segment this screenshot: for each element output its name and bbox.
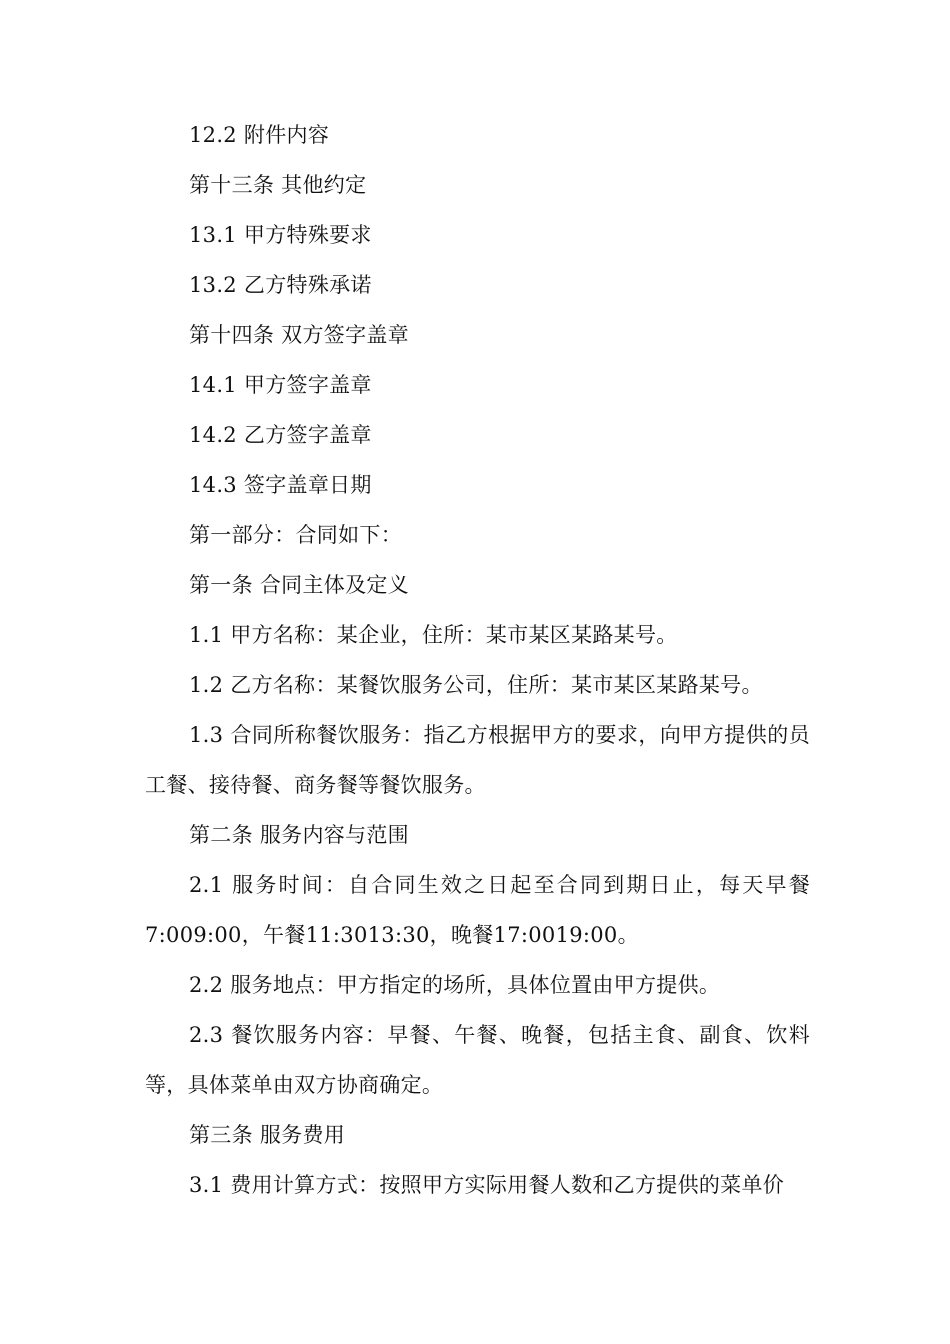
- paragraph-14-1: 14.1 甲方签字盖章: [189, 373, 372, 397]
- paragraph-1-3: 1.3 合同所称餐饮服务：指乙方根据甲方的要求，向甲方提供的员工餐、接待餐、商务餐等餐饮服务。: [145, 723, 810, 797]
- paragraph-3-1: 3.1 费用计算方式：按照甲方实际用餐人数和乙方提供的菜单价: [189, 1173, 785, 1197]
- paragraph-2-1: 2.1 服务时间：自合同生效之日起至合同到期日止，每天早餐7:009:00，午餐11:3013:30，晚餐17:0019:00。: [145, 873, 810, 947]
- heading-article-2: 第二条 服务内容与范围: [189, 823, 409, 847]
- paragraph-14-3: 14.3 签字盖章日期: [189, 473, 372, 497]
- heading-article-14: 第十四条 双方签字盖章: [189, 323, 409, 347]
- paragraph-12-2: 12.2 附件内容: [189, 123, 330, 147]
- paragraph-13-2: 13.2 乙方特殊承诺: [189, 273, 372, 297]
- heading-article-13: 第十三条 其他约定: [189, 173, 367, 197]
- paragraph-1-1: 1.1 甲方名称：某企业，住所：某市某区某路某号。: [189, 623, 678, 647]
- paragraph-13-1: 13.1 甲方特殊要求: [189, 223, 372, 247]
- paragraph-2-2: 2.2 服务地点：甲方指定的场所，具体位置由甲方提供。: [189, 973, 721, 997]
- heading-article-3: 第三条 服务费用: [189, 1123, 346, 1147]
- paragraph-2-3: 2.3 餐饮服务内容：早餐、午餐、晚餐，包括主食、副食、饮料等，具体菜单由双方协商确定。: [145, 1023, 810, 1097]
- document-body: [145, 110, 810, 1210]
- paragraph-1-2: 1.2 乙方名称：某餐饮服务公司，住所：某市某区某路某号。: [189, 673, 763, 697]
- heading-part-1: 第一部分：合同如下：: [189, 523, 402, 547]
- heading-article-1: 第一条 合同主体及定义: [189, 573, 409, 597]
- paragraph-14-2: 14.2 乙方签字盖章: [189, 423, 372, 447]
